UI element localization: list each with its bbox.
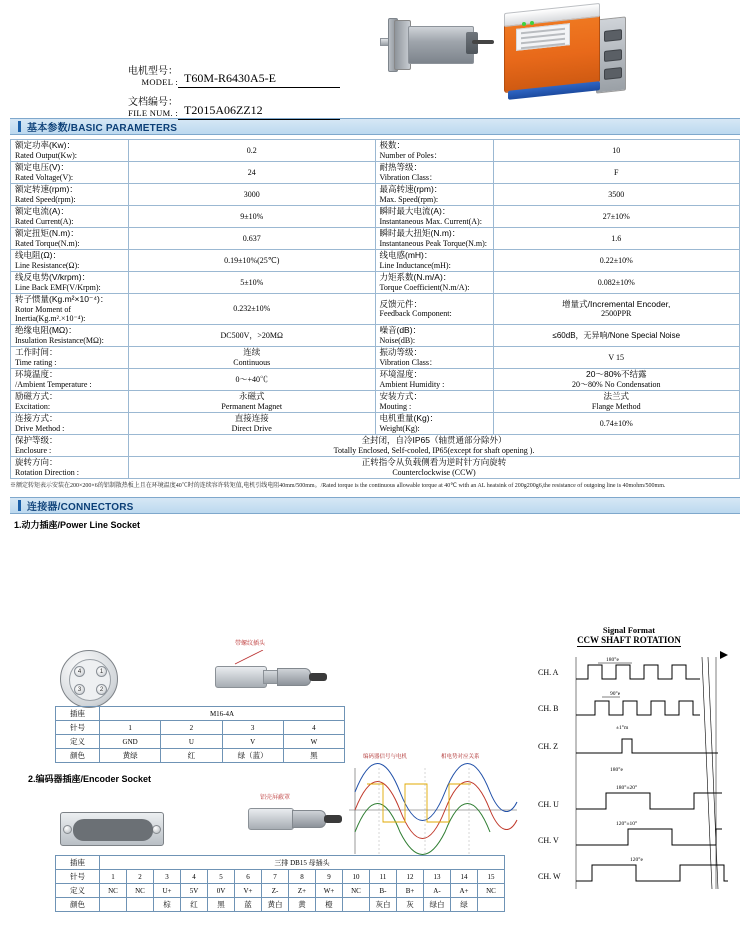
row-header: 颜色 (56, 749, 100, 763)
param-label-cn: 工作时间： (15, 347, 58, 358)
row-header: 插座 (56, 856, 100, 870)
motor-body (408, 26, 474, 64)
cell: 2 (127, 870, 154, 884)
encoder-plug-barrel (248, 808, 294, 830)
param-label-en: Rated Voltage(V): (15, 172, 74, 182)
param-value-cn: 正转指令从负载侧看为逆时针方向旋转 (361, 457, 507, 468)
plug-barrel (215, 666, 267, 688)
param-value: V 15 (493, 347, 740, 369)
section-connectors (10, 497, 740, 514)
param-label-en: Instantaneous Peak Torque(N.m): (379, 238, 487, 248)
table-row (56, 707, 345, 721)
cell: 3 (154, 870, 181, 884)
table-row (11, 206, 740, 228)
param-label-en: /Ambient Temperature : (15, 379, 92, 389)
param-label-en: Noise(dB): (379, 335, 416, 345)
cell: 4 (283, 721, 344, 735)
cell: 三排 DB15 母插头 (100, 856, 505, 870)
encoder-plug-tail (292, 810, 326, 828)
drive-connector-2 (604, 49, 622, 62)
param-label-cn: 额定电压(V)： (15, 162, 69, 173)
param-label-cn: 反馈元件： (379, 298, 423, 309)
table-row (11, 325, 740, 347)
param-label-cn: 旋转方向： (15, 457, 58, 468)
cell: 绿白 (424, 898, 451, 912)
cell: 灰白 (370, 898, 397, 912)
file-row (110, 97, 340, 119)
drive-led-1 (522, 22, 526, 26)
param-label-cn: 瞬时最大扭矩(N.m)： (379, 228, 461, 239)
param-label-en: Rated Output(Kw): (15, 150, 77, 160)
param-label-en: Rotor Moment of Inertia(Kg.m².×10⁻⁴): (15, 304, 86, 323)
param-value (493, 369, 740, 391)
ccw-rotation-title: CCW SHAFT ROTATION (577, 635, 681, 645)
cell: 黑 (283, 749, 344, 763)
param-value-cn: 直接连接 (234, 413, 269, 424)
socket-pin-4: 4 (74, 666, 85, 677)
svg-text:180°±20°: 180°±20° (616, 785, 638, 791)
table-row (11, 391, 740, 413)
cell: V+ (235, 884, 262, 898)
section-connectors-title: 连接器/CONNECTORS (27, 501, 134, 513)
cell: 14 (451, 870, 478, 884)
param-value: 24 (129, 162, 376, 184)
cell: NC (100, 884, 127, 898)
encoder-phase-relation-diagram (345, 754, 521, 858)
row-header: 针号 (56, 870, 100, 884)
param-value: 9±10% (129, 206, 376, 228)
cell: 9 (316, 870, 343, 884)
cell: B+ (397, 884, 424, 898)
servo-drive-image (492, 6, 640, 94)
cell (100, 898, 127, 912)
cell: 1 (100, 721, 161, 735)
cell: W (283, 735, 344, 749)
param-value (129, 457, 740, 479)
cell: Z+ (289, 884, 316, 898)
param-value (129, 435, 740, 457)
svg-text:180°e: 180°e (606, 657, 619, 663)
param-label (375, 294, 493, 325)
signal-format-diagram (520, 625, 738, 913)
param-label (11, 206, 129, 228)
model-row (110, 66, 340, 88)
cell: 8 (289, 870, 316, 884)
table-row (56, 749, 345, 763)
cell: 11 (370, 870, 397, 884)
svg-text:120°±10°: 120°±10° (616, 821, 638, 827)
cell: M16-4A (100, 707, 345, 721)
svg-text:90°e: 90°e (610, 691, 621, 697)
param-label (375, 228, 493, 250)
param-label (11, 184, 129, 206)
table-row (11, 369, 740, 391)
param-label-cn: 线电感(mH)： (379, 250, 433, 261)
param-value: DC500V，>20MΩ (129, 325, 376, 347)
servo-motor-image (380, 14, 490, 74)
param-value-cn: 20～80%不结露 (586, 369, 647, 380)
table-row (56, 735, 345, 749)
param-value-en: Continuous (233, 357, 271, 367)
param-label (375, 140, 493, 162)
cell: U (161, 735, 222, 749)
param-label-en: Line Inductance(mH): (379, 260, 451, 270)
param-label-en: Vibration Class： (379, 172, 438, 182)
param-label (11, 435, 129, 457)
socket-pin-1: 1 (96, 666, 107, 677)
param-label-cn: 额定扭矩(N.m)： (15, 228, 79, 239)
encoder-plug-cable (324, 815, 342, 823)
param-value: 0.637 (129, 228, 376, 250)
param-label-en: Number of Poles： (379, 150, 442, 160)
table-row (11, 435, 740, 457)
file-value: T2015A06ZZ12 (178, 103, 340, 120)
socket-shell (60, 650, 118, 708)
table-row (56, 870, 505, 884)
cell: V (222, 735, 283, 749)
param-value-en: Counterclockwise (CCW) (392, 467, 476, 477)
param-value: 3000 (129, 184, 376, 206)
cell: 黑 (208, 898, 235, 912)
cell: 黄绿 (100, 749, 161, 763)
cell: 0V (208, 884, 235, 898)
section-accent-bar (18, 500, 21, 511)
cell: A- (424, 884, 451, 898)
param-value: 10 (493, 140, 740, 162)
encoder-callout-label: 铝壳屏蔽罩 (260, 795, 291, 801)
param-value-en: Totally Enclosed, Self-cooled, IP65(except for shaft opening ). (333, 445, 535, 455)
socket-pin-2: 2 (96, 684, 107, 695)
cell: NC (127, 884, 154, 898)
table-row (11, 184, 740, 206)
param-value: 0.232±10% (129, 294, 376, 325)
table-row (11, 140, 740, 162)
section-accent-bar (18, 121, 21, 132)
param-label (375, 272, 493, 294)
param-value-cn: 连续 (243, 347, 261, 358)
param-label-cn: 力矩系数(N.m/A)： (379, 272, 452, 283)
table-row (11, 272, 740, 294)
param-value-cn: 全封闭，自冷IP65（轴贯通部分除外） (361, 435, 507, 446)
cell: 7 (262, 870, 289, 884)
param-label (11, 391, 129, 413)
table-row (11, 294, 740, 325)
param-label-en: Instantaneous Max. Current(A): (379, 216, 482, 226)
param-label (11, 228, 129, 250)
param-label-en: Vibration Class： (379, 357, 438, 367)
table-row (56, 721, 345, 735)
param-label-en: Weight(Kg): (379, 423, 420, 433)
row-header: 针号 (56, 721, 100, 735)
param-label (375, 184, 493, 206)
cell: 红 (161, 749, 222, 763)
cell: 6 (235, 870, 262, 884)
param-value: 0.19±10%(25℃) (129, 250, 376, 272)
param-value (129, 413, 376, 435)
param-label-cn: 线电阻(Ω)： (15, 250, 62, 261)
cell: 红 (181, 898, 208, 912)
cell: 10 (343, 870, 370, 884)
drive-connector-1 (604, 29, 622, 42)
param-label-cn: 额定功率(Kw)： (15, 140, 75, 151)
cell: 5 (208, 870, 235, 884)
cell: 13 (424, 870, 451, 884)
param-value-en: Permanent Magnet (221, 401, 283, 411)
param-value-cn: 法兰式 (603, 391, 629, 402)
param-label (375, 413, 493, 435)
param-label-cn: 额定转速(rpm)： (15, 184, 78, 195)
svg-text:CH. Z: CH. Z (538, 742, 558, 751)
cell: 黄白 (262, 898, 289, 912)
param-label-en: Ambient Humidity : (379, 379, 445, 389)
param-label (375, 347, 493, 369)
param-value-en: Flange Method (591, 401, 641, 411)
param-value: 0.22±10% (493, 250, 740, 272)
param-label (375, 325, 493, 347)
param-label-en: Mouting : (379, 401, 412, 411)
file-label-cn: 文档编号： (128, 97, 178, 109)
encoder-pinout-table (55, 855, 505, 912)
param-label-en: Torque Coefficient(N.m/A): (379, 282, 470, 292)
cell: 绿（蓝） (222, 749, 283, 763)
footnote: ※额定转矩表示安装在200×200×6的铝制散热板上且在环境温度40℃时的连续容许转矩值,电机引线电阻40mm/500mm。/Rated torque is the continuous allowable torque at 40℃ with an AL heatsink of 200g200g6,the resistance of outgoing line is 40mohm/500mm. (10, 483, 666, 490)
basic-parameters-table (10, 139, 740, 479)
row-header: 定义 (56, 735, 100, 749)
param-label (11, 250, 129, 272)
cell: W+ (316, 884, 343, 898)
param-value: 3500 (493, 184, 740, 206)
table-row (11, 347, 740, 369)
db15-screw-left (63, 825, 72, 834)
table-row (11, 162, 740, 184)
param-value: 0～+40℃ (129, 369, 376, 391)
param-label-en: Rated Speed(rpm): (15, 194, 76, 204)
cell: 灰 (397, 898, 424, 912)
cell (343, 898, 370, 912)
svg-text:CH. B: CH. B (538, 704, 559, 713)
param-value: 0.2 (129, 140, 376, 162)
power-socket-title: 1.动力插座/Power Line Socket (14, 519, 141, 530)
param-label-en: Rated Torque(N.m): (15, 238, 80, 248)
model-info-block (110, 66, 340, 129)
db15-screw-right (152, 825, 161, 834)
param-label-cn: 绝缘电阻(MΩ)： (15, 325, 77, 336)
plug-callout-leader (225, 650, 265, 666)
cell: 4 (181, 870, 208, 884)
param-label-en: Insulation Resistance(MΩ): (15, 335, 104, 345)
table-row (11, 228, 740, 250)
param-label (375, 250, 493, 272)
param-label (11, 325, 129, 347)
param-label-en: Feedback Component: (379, 309, 452, 319)
param-label (11, 369, 129, 391)
param-label-en: Line Back EMF(V/Krpm): (15, 282, 101, 292)
param-value: F (493, 162, 740, 184)
model-label-en: MODEL : (141, 76, 178, 87)
param-label-en: Excitation: (15, 401, 51, 411)
drive-led-2 (530, 21, 534, 25)
model-value: T60M-R6430A5-E (178, 71, 340, 88)
power-socket-drawing (60, 650, 118, 708)
cell: NC (343, 884, 370, 898)
param-label-cn: 连接方式： (15, 413, 58, 424)
param-label-cn: 电机重量(Kg)： (379, 413, 439, 424)
param-value-en: Direct Drive (231, 423, 272, 433)
param-label-cn: 环境湿度： (379, 369, 423, 380)
file-label (110, 97, 178, 119)
param-value (129, 391, 376, 413)
table-row (56, 884, 505, 898)
plug-callout-label: 带螺纹插头 (235, 641, 266, 647)
cell: NC (478, 884, 505, 898)
cell: 橙 (316, 898, 343, 912)
param-label-en: Rotation Direction : (15, 467, 79, 477)
param-value (493, 391, 740, 413)
param-label (11, 457, 129, 479)
cell: 5V (181, 884, 208, 898)
signal-format-title: Signal Format (602, 625, 656, 635)
model-label-cn: 电机型号： (128, 66, 178, 77)
table-row (56, 898, 505, 912)
plug-cable (309, 673, 327, 681)
param-value-en: 2500PPR (601, 309, 632, 319)
param-label-cn: 额定电流(A)： (15, 206, 69, 217)
param-label-cn: 线反电势(V/krpm)： (15, 272, 91, 283)
db15-connector-drawing (60, 812, 164, 846)
cell: 绿 (451, 898, 478, 912)
cell: 黄 (289, 898, 316, 912)
cell: A+ (451, 884, 478, 898)
model-label (110, 66, 178, 88)
param-label (375, 206, 493, 228)
param-label-en: Line Resistance(Ω): (15, 260, 80, 270)
svg-text:CH. V: CH. V (538, 836, 559, 845)
param-label-cn: 耐热等级： (379, 162, 423, 173)
param-label (11, 272, 129, 294)
cell: GND (100, 735, 161, 749)
param-label (375, 369, 493, 391)
sine-wave-svg (345, 762, 521, 858)
cell: 12 (397, 870, 424, 884)
param-label (11, 140, 129, 162)
param-label-en: Time rating : (15, 357, 57, 367)
table-row (56, 856, 505, 870)
param-value-en: 20～80% No Condensation (572, 379, 661, 389)
param-label-cn: 噪音(dB)： (379, 325, 422, 336)
cell (127, 898, 154, 912)
encoder-socket-title: 2.编码器插座/Encoder Socket (28, 774, 152, 784)
param-label-en: Drive Method : (15, 423, 65, 433)
param-value-cn: 永磁式 (238, 391, 265, 402)
drive-connector-3 (604, 67, 622, 80)
cell: 3 (222, 721, 283, 735)
param-label-cn: 环境温度： (15, 369, 58, 380)
table-row (11, 457, 740, 479)
param-label (375, 162, 493, 184)
cell: U+ (154, 884, 181, 898)
param-value: 27±10% (493, 206, 740, 228)
plug-tail (277, 668, 311, 686)
param-label-cn: 保护等级： (15, 435, 58, 446)
param-value (129, 347, 376, 369)
cell: B- (370, 884, 397, 898)
svg-text:CH. W: CH. W (538, 872, 561, 881)
param-label-cn: 最高转速(rpm)： (379, 184, 443, 195)
param-label-cn: 转子惯量(Kg.m²×10⁻⁴)： (15, 294, 109, 304)
socket-insert (69, 659, 111, 701)
param-label-cn: 励磁方式： (15, 391, 58, 402)
section-basic-title: 基本参数/BASIC PARAMETERS (27, 123, 178, 134)
cell: 15 (478, 870, 505, 884)
param-label (11, 162, 129, 184)
svg-text:CH. U: CH. U (538, 800, 559, 809)
svg-text:120°e: 120°e (630, 857, 643, 863)
param-value: 0.082±10% (493, 272, 740, 294)
row-header: 颜色 (56, 898, 100, 912)
cell: 2 (161, 721, 222, 735)
cell: 棕 (154, 898, 181, 912)
sine-label-2: 相电势对应关系 (441, 754, 480, 760)
param-label (11, 413, 129, 435)
cell (478, 898, 505, 912)
file-label-en: FILE NUM. : (128, 107, 178, 118)
motor-cable (472, 40, 494, 44)
param-label-en: Enclosure : (15, 445, 52, 455)
svg-text:180°e: 180°e (610, 767, 623, 773)
param-label (11, 347, 129, 369)
param-label-en: Max. Speed(rpm): (379, 194, 439, 204)
row-header: 插座 (56, 707, 100, 721)
channel-waveforms-svg (520, 649, 738, 907)
param-label-cn: 极数： (379, 140, 406, 151)
row-header: 定义 (56, 884, 100, 898)
param-label-en: Rated Current(A): (15, 216, 74, 226)
param-value-cn: 增量式/Incremental Encoder, (562, 298, 671, 309)
param-label-cn: 瞬时最大电流(A)： (379, 206, 451, 217)
power-pinout-table (55, 706, 345, 763)
socket-pin-3: 3 (74, 684, 85, 695)
encoder-plug-drawing (228, 790, 348, 846)
power-plug-drawing (215, 641, 325, 704)
param-label-cn: 安装方式： (379, 391, 423, 402)
cell: 蓝 (235, 898, 262, 912)
param-value: 5±10% (129, 272, 376, 294)
param-value: 1.6 (493, 228, 740, 250)
sine-label-1: 编码器信号与电机 (363, 754, 408, 760)
db15-pin-field (73, 819, 153, 841)
param-label (375, 391, 493, 413)
cell: Z- (262, 884, 289, 898)
svg-text:±1°m: ±1°m (616, 725, 629, 731)
param-value: 0.74±10% (493, 413, 740, 435)
param-value: ≤60dB，无异响/None Special Noise (493, 325, 740, 347)
table-row (11, 250, 740, 272)
table-row (11, 413, 740, 435)
cell: 1 (100, 870, 127, 884)
param-value (493, 294, 740, 325)
svg-text:CH. A: CH. A (538, 668, 559, 677)
param-label-cn: 振动等级： (379, 347, 423, 358)
param-label (11, 294, 129, 325)
